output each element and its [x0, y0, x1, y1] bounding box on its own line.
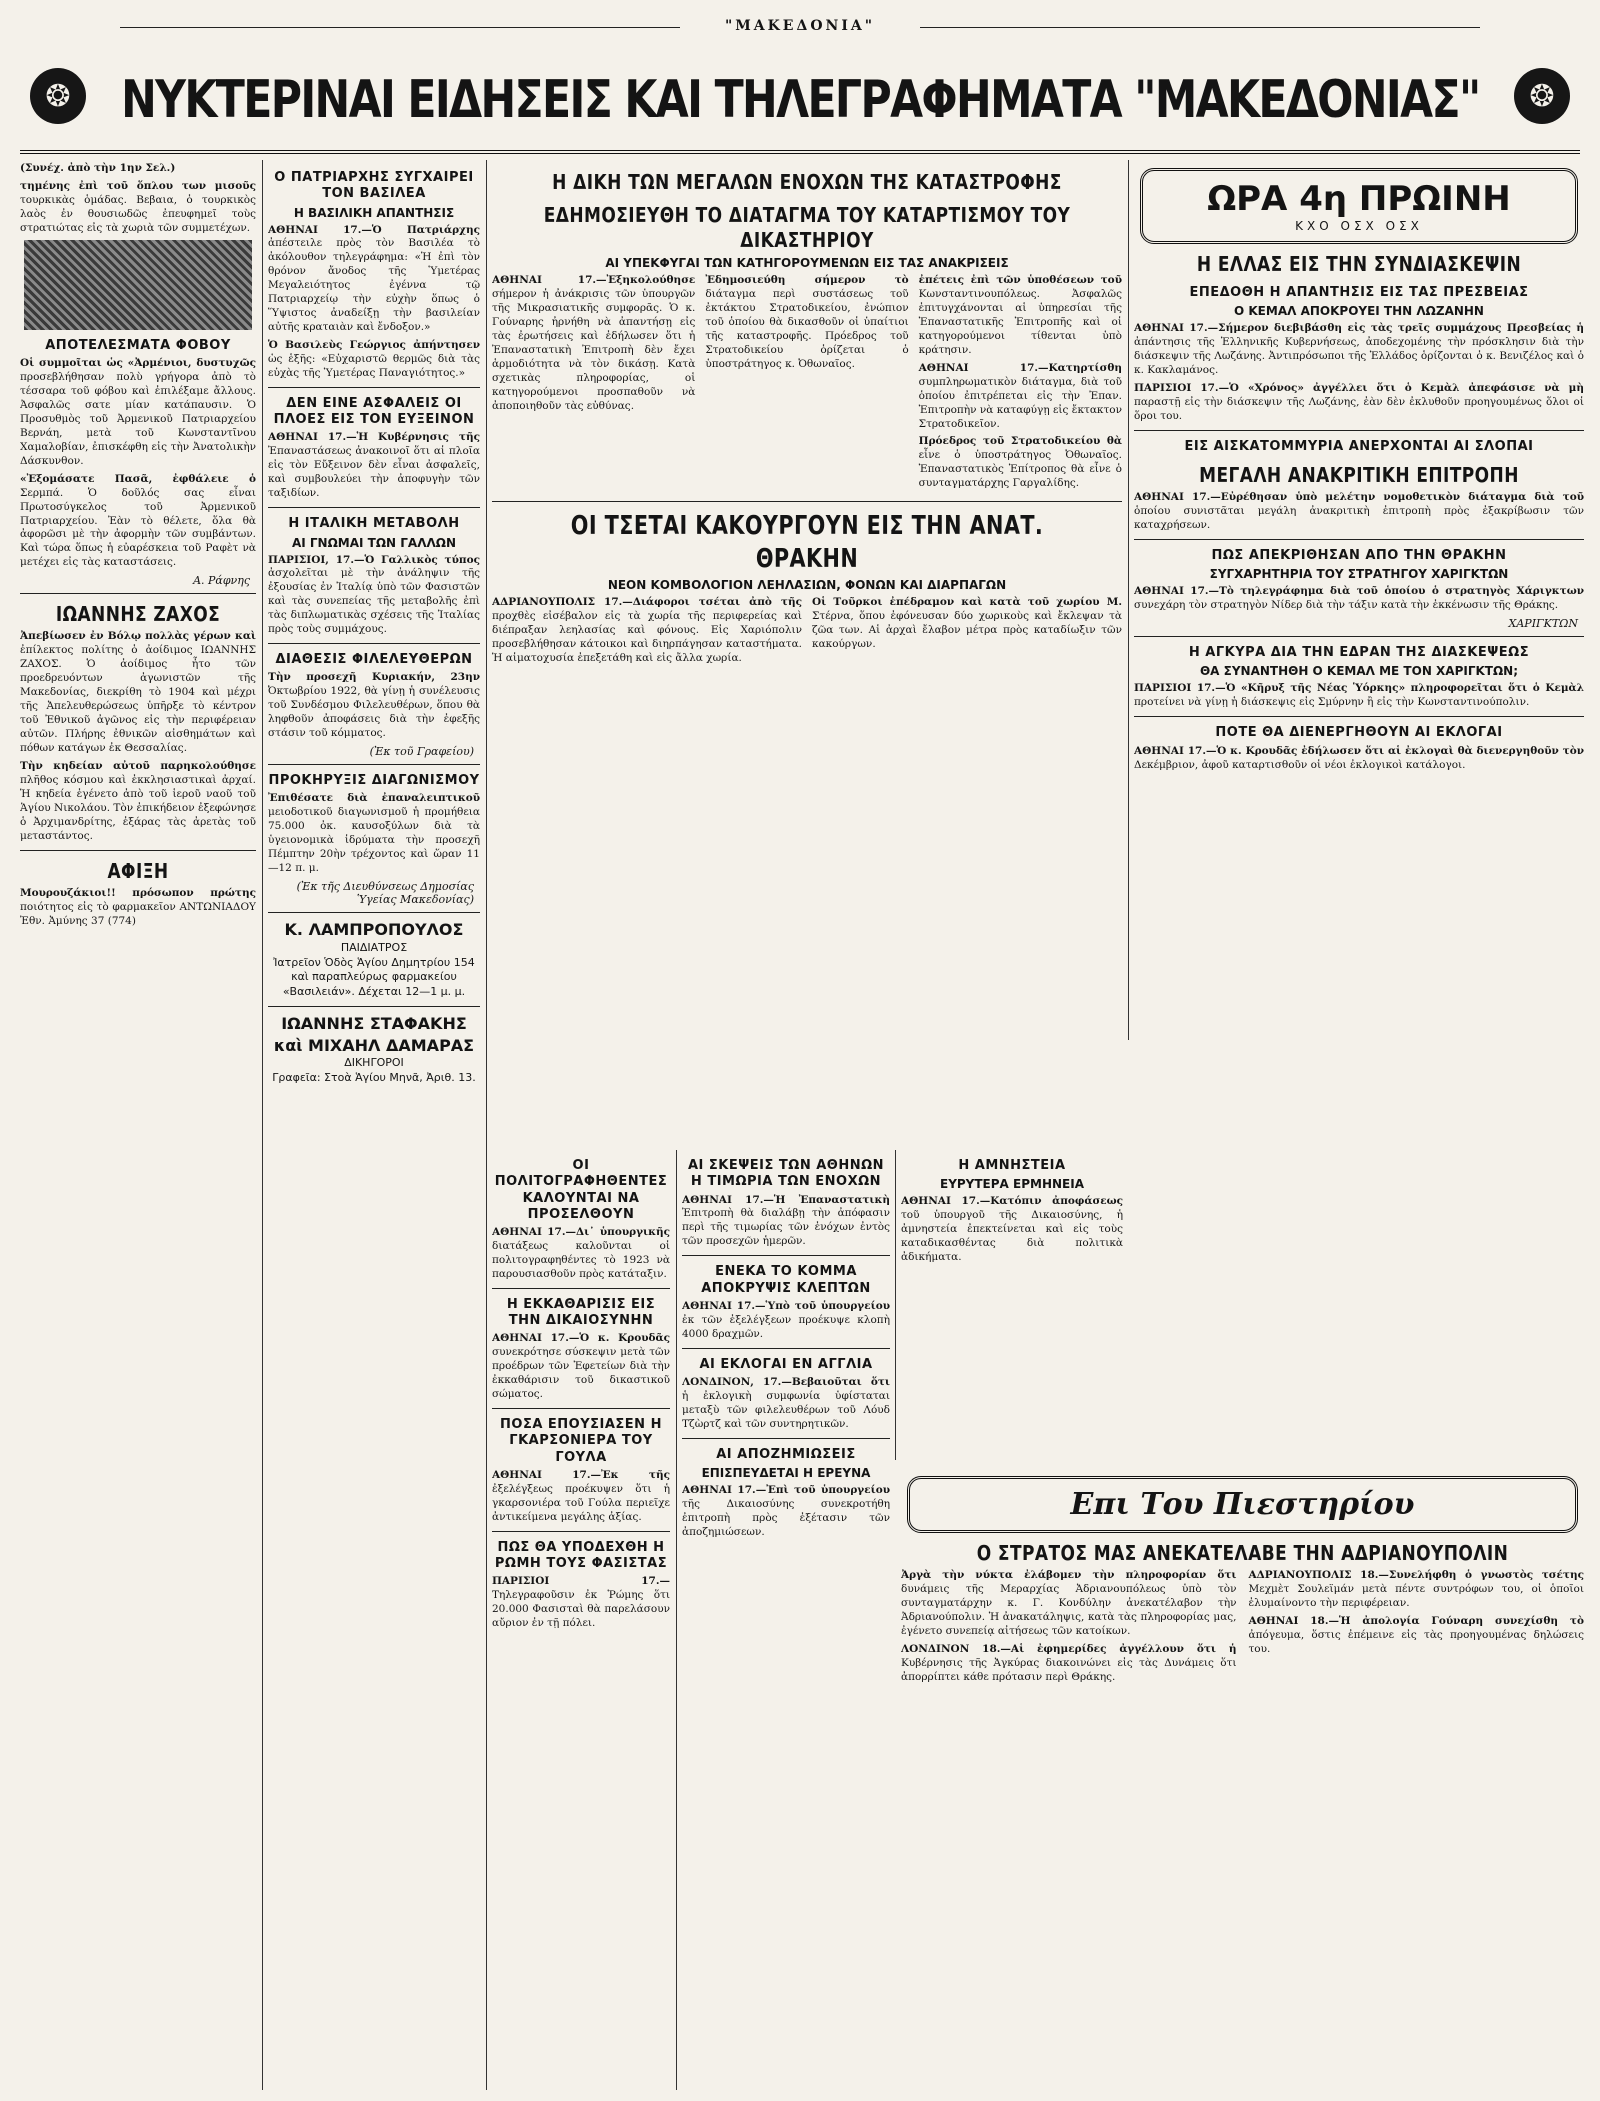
subheadline: ΑΙ ΥΠΕΚΦΥΓΑΙ ΤΩΝ ΚΑΤΗΓΟΡΟΥΜΕΝΩΝ ΕΙΣ ΤΑΣ ΑΝΑΚΡΙΣΕΙΣ [605, 256, 1009, 270]
article-text: ΑΘΗΝΑΙ 17.—Ὑπὸ τοῦ ὑπουργείου ἐκ τῶν ἐξελέγξεων προέκυψε κλοπὴ 4000 δραχμῶν. [682, 1299, 890, 1340]
article-text: Οἱ Τοῦρκοι ἐπέδραμον καὶ κατὰ τοῦ χωρίου Μ. Στέρνα, ὅπου ἐφόνευσαν δύο χωρικοὺς καὶ ἔκλεψαν τὰ ζῶα των. Αἱ ἀρχαὶ ἔλαβον μέτρα πρὸς καταδίωξιν τῶν κακούργων. [812, 596, 1122, 651]
divider [268, 507, 480, 508]
subheadline: ΕΥΡΥΤΕΡΑ ΕΡΜΗΝΕΙΑ [940, 1177, 1084, 1192]
subheadline: ΣΥΓΧΑΡΗΤΗΡΙΑ ΤΟΥ ΣΤΡΑΤΗΓΟΥ ΧΑΡΙΓΚΤΩΝ [1209, 567, 1509, 582]
article-text: τημένης ἐπὶ τοῦ ὅπλου των μισοῦς τουρκικὰς ὁμάδας. Βεβαια, ὁ τουρκικὸς λαὸς ἐν θουσιωδῶς ἐπευφημεῖ τοὺς στρατιώτας εἰς τὰ χωριὰ τῶν συμμετέχων. [20, 179, 256, 234]
divider [20, 593, 256, 594]
byline: (Ἐκ τοῦ Γραφείου) [369, 745, 474, 759]
article-text: Τὴν κηδείαν αὐτοῦ παρηκολούθησε πλῆθος κόσμου καὶ ἐκκλησιαστικαὶ ἀρχαί. Ἡ κηδεία ἐγένετο ἀπὸ τοῦ ἱεροῦ ναοῦ τοῦ Ἁγίου Νικολάου. Τὸν ἐπικήδειον ἐξεφώνησε ὁ Ἀρχιμανδρίτης, ἐξάρας τὰς ἀρετὰς τοῦ μεταστάντος. [20, 759, 256, 842]
late-edition-box [1140, 168, 1578, 244]
article-text: ΛΟΝΔΙΝΟΝ 18.—Αἱ ἐφημερίδες ἀγγέλλουν ὅτι ἡ Κυβέρνησις τῆς Ἀγκύρας διακοινώνει εἰς τὰς Δυνάμεις ὅτι ἀπορρίπτει κάθε πρότασιν περὶ Θράκης. [901, 1642, 1237, 1683]
headline-elections-when: ΠΟΤΕ ΘΑ ΔΙΕΝΕΡΓΗΘΟΥΝ ΑΙ ΕΚΛΟΓΑΙ [1215, 725, 1503, 741]
article-text: ΑΘΗΝΑΙ 17.—Ἡ Κυβέρνησις τῆς Ἐπαναστάσεως ἀνακοινοῖ ὅτι αἱ πλοῖα εἰς τὸν Εὔξεινον δὲν εἶναι ἀσφαλεῖς, καὶ συμβουλεύει τὴν ἀποφυγὴν τῶν ταξιδίων. [268, 431, 480, 500]
headline-tender: ΠΡΟΚΗΡΥΞΙΣ ΔΙΑΓΩΝΙΣΜΟΥ [268, 773, 480, 789]
divider [268, 764, 480, 765]
column-2 [268, 162, 480, 2087]
running-head: "ΜΑΚΕΔΟΝΙΑ" [0, 18, 1600, 34]
divider [268, 643, 480, 644]
late-edition-title: ΩΡΑ 4η ΠΡΩΙΝΗ [1207, 179, 1511, 219]
byline: ΧΑΡΙΓΚΤΩΝ [1508, 617, 1578, 631]
advert-text: Γραφεῖα: Στοὰ Ἁγίου Μηνᾶ, Ἀριθ. 13. [272, 1071, 476, 1085]
halftone-image [24, 240, 252, 330]
headline-justice: Η ΕΚΚΑΘΑΡΙΣΙΣ ΕΙΣ ΤΗΝ ΔΙΚΑΙΟΣΥΝΗΝ [506, 1296, 656, 1329]
headline-decree: ΕΔΗΜΟΣΙΕΥΘΗ ΤΟ ΔΙΑΤΑΓΜΑ ΤΟΥ ΚΑΤΑΡΤΙΣΜΟΥ ΤΟΥ ΔΙΚΑΣΤΗΡΙΟΥ [543, 203, 1071, 252]
article-text: ἐπέτεις ἐπὶ τῶν ὑποθέσεων τοῦ Κωνσταντινουπόλεως. Ἀσφαλῶς ἐπιτυγχάνονται αἱ ὑπηρεσίαι τῆς Ἐπαναστατικῆς Ἐπιτροπῆς καὶ οἱ κατηγορούμενοι τίθενται ὑπὸ κράτησιν. [918, 274, 1122, 356]
article-text: «Ἐξομάσατε Πασᾶ, ἐφθάλειε ὁ Σερμπά. Ὁ δοῦλός σας εἶναι Πρωτοσύγκελος τοῦ Ἀρμενικοῦ Πατριαρχείου. Ἐὰν τὸ θέλετε, ὅλα θὰ ἀφορῶσι μὲ τὴν ἀφορμὴν τῶν συμβάντων. Καὶ τώρα ὅπως ἡ εὐαρέσκεια τοῦ Ραφὲτ νὰ μετέχει εἰς τὰς καταστάσεις. [20, 472, 256, 569]
headline-compensation: ΑΙ ΑΠΟΖΗΜΙΩΣΕΙΣ [716, 1446, 856, 1462]
stop-press-title: Επι Του Πιεστηρίου [1070, 1487, 1415, 1522]
article-text: ΑΘΗΝΑΙ 17.—Κατηρτίσθη συμπληρωματικὸν διάταγμα, διὰ τοῦ ὁποίου ἐπιτρέπεται εἰς τὴν Ἐπαν. Ἐπιτροπὴν νὰ καταφύγῃ εἰς ἔκτακτον Στρατοδικεῖον. [918, 361, 1122, 430]
divider [1134, 636, 1584, 637]
column-rule [486, 160, 487, 2090]
article-text: Οἱ συμμοῖται ὡς «Ἀρμένιοι, δυστυχῶς προσεβλήθησαν πολὺ γρήγορα ἀπὸ τὸ τέσσαρα τοῦ φόβου καὶ ἐπιλέξαμε ἄλλους. Ἀσφαλῶς σατε μίαν κατάπαυσιν. Ὁ Προσυθμὸς τοῦ Ἀρμενικοῦ Πατριαρχείου Βερνάη, μετὰ τοῦ Κωνσταντῖνου Χαμαλοβίαν, ἐπισκέφθη εἰς τὴν Ἀνατολικὴν Δάσκυνθον. [20, 357, 256, 467]
divider [492, 1288, 670, 1289]
headline-embezzlement: ΕΙΣ ΑΙΣΚΑΤΟΜΜΥΡΙΑ ΑΝΕΡΧΟΝΤΑΙ ΑΙ ΣΛΟΠΑΙ [1184, 438, 1534, 454]
column-rule [895, 1150, 896, 1460]
headline-ankara: Η ΑΓΚΥΡΑ ΔΙΑ ΤΗΝ ΕΔΡΑΝ ΤΗΣ ΔΙΑΣΚΕΨΕΩΣ [1188, 645, 1530, 661]
ornament: ΚΧΟ ΟΣΧ ΟΣΧ [1295, 219, 1423, 233]
article-text: ΠΑΡΙΣΙΟΙ 17.—Ὁ «Χρόνος» ἀγγέλλει ὅτι ὁ Κεμὰλ ἀπεφάσισε νὰ μὴ παραστῇ εἰς τὴν διάσκεψιν τῆς Λωζάνης, ἐὰν δὲν ἐκλυθοῦν προηγουμένως ὅλοι οἱ ὅροι του. [1134, 382, 1584, 422]
headline-fascists: ΠΩΣ ΘΑ ΥΠΟΔΕΧΘΗ Η ΡΩΜΗ ΤΟΥΣ ΦΑΣΙΣΤΑΣ [494, 1539, 668, 1571]
article-text: ΑΘΗΝΑΙ 17.—Ὁ Πατριάρχης ἀπέστειλε πρὸς τὸν Βασιλέα τὸ ἀκόλουθον τηλεγράφημα: «Ἡ ἐπὶ τὸν θρόνον ἄνοδος τῆς Ὑμετέρας Μεγαλειότητος ἐγέννα τῷ Πατριαρχείῳ τὴν εὐχὴν ὅπως ὁ Ὕψιστος ἀναδείξῃ τὴν βασιλείαν αὐτῆς κραταιὰν καὶ ἔνδοξον.» [268, 223, 480, 334]
divider [1134, 430, 1584, 431]
byline: (Ἐκ τῆς Διευθύνσεως Δημοσίας Ὑγείας Μακεδονίας) [296, 880, 474, 907]
article-text: Ἐδημοσιεύθη σήμερον τὸ διάταγμα περὶ συστάσεως τοῦ ἐκτάκτου Στρατοδικείου, ἐνώπιον τοῦ ὁποίου θὰ δικασθοῦν οἱ ὑπαίτιοι τῆς καταστροφῆς. Πρόεδρος τοῦ Στρατοδικείου ὁρίζεται ὁ ὑποστράτηγος κ. Ὀθωναῖος. [705, 274, 909, 370]
article-text: Ἀργὰ τὴν νύκτα ἐλάβομεν τὴν πληροφορίαν ὅτι δυνάμεις τῆς Μεραρχίας Ἀδριανουπόλεως ὑπὸ τὸν συνταγματάρχην κ. Γ. Κονδύλην ἀνεκατέλαβον τὴν Ἀδριανούπολιν. Ἡ ἀνακατάληψις, κατὰ τὰς πληροφορίας μας, ἐγένετο συνεπείᾳ αἰτήσεως τῶν κατοίκων. [901, 1569, 1237, 1637]
column-rule [262, 160, 263, 2090]
article-text: ΠΑΡΙΣΙΟΙ, 17.—Ὁ Γαλλικὸς τύπος ἀσχολεῖται μὲ τὴν ἀνάληψιν τῆς ἐξουσίας ἐν Ἰταλίᾳ ὑπὸ τῶν Φασιστῶν καὶ τὰς συνεπείας τῆς μεταβολῆς ἐπὶ τὰς διπλωματικὰς σχέσεις τῆς Ἰταλίας πρὸς τοὺς συμμάχους. [268, 553, 480, 636]
column-rule [676, 1150, 677, 2090]
divider [492, 1408, 670, 1409]
advert-name: Κ. ΛΑΜΠΡΟΠΟΥΛΟΣ [284, 920, 464, 940]
headline-fear: ΑΠΟΤΕΛΕΣΜΑΤΑ ΦΟΒΟΥ [45, 337, 231, 353]
divider [682, 1438, 890, 1439]
masthead-title: ΝΥΚΤΕΡΙΝΑΙ ΕΙΔΗΣΕΙΣ ΚΑΙ ΤΗΛΕΓΡΑΦΗΜΑΤΑ "ΜΑΚΕΔΟΝΙΑΣ" [120, 70, 1480, 130]
headline-embassies: ΕΠΕΔΟΘΗ Η ΑΠΑΝΤΗΣΙΣ ΕΙΣ ΤΑΣ ΠΡΕΣΒΕΙΑΣ [1189, 285, 1529, 300]
advert-lawyers [268, 1013, 480, 1086]
article-text: ΑΘΗΝΑΙ 17.—Ἐπὶ τοῦ ὑπουργείου τῆς Δικαιοσύνης συνεκροτήθη ἐπιτροπὴ πρὸς ἐξέτασιν τῶν ἀποζημιώσεων. [682, 1483, 890, 1538]
headline-naturalized: ΟΙ ΠΟΛΙΤΟΓΡΑΦΗΘΕΝΤΕΣ ΚΑΛΟΥΝΤΑΙ ΝΑ ΠΡΟΣΕΛΘΟΥΝ [494, 1158, 668, 1222]
advert-text: Μουρουζάκιοι!! πρόσωπον πρώτης ποιότητος εἰς τὸ φαρμακεῖον ΑΝΤΩΝΙΑΔΟΥ Ἐθν. Ἀμύνης 37 (774) [20, 886, 256, 927]
divider [492, 1531, 670, 1532]
emblem-left-icon: ❂ [30, 68, 86, 124]
article-text: ΑΔΡΙΑΝΟΥΠΟΛΙΣ 18.—Συνελήφθη ὁ γνωστὸς τσέτης Μεχμὲτ Σουλεϊμάν μετὰ πέντε συντρόφων του, οἱ ὁποῖοι ἐλυμαίνοντο τὴν περιφέρειαν. [1248, 1569, 1584, 1609]
advert-role: ΠΑΙΔΙΑΤΡΟΣ [340, 940, 408, 954]
divider [268, 387, 480, 388]
divider [1134, 716, 1584, 717]
article-text: ΑΘΗΝΑΙ 17.—Κατόπιν ἀποφάσεως τοῦ ὑπουργοῦ τῆς Δικαιοσύνης, ἡ ἀμνηστεία ἐπεκτείνεται καὶ εἰς τοὺς καταδικασθέντας διὰ πολιτικὰ ἀδικήματα. [901, 1195, 1123, 1264]
headline-euxine: ΔΕΝ ΕΙΝΕ ΑΣΦΑΛΕΙΣ ΟΙ ΠΛΟΕΣ ΕΙΣ ΤΟΝ ΕΥΞΕΙΝΟΝ [273, 395, 475, 428]
column-rule [1128, 160, 1129, 1040]
emblem-right-icon: ❂ [1514, 68, 1570, 124]
column-1 [20, 162, 256, 2087]
divider [492, 501, 1122, 502]
article-text: ΑΘΗΝΑΙ 17.—Εὐρέθησαν ὑπὸ μελέτην νομοθετικὸν διάταγμα διὰ τοῦ ὁποίου συνιστᾶται μεγάλη ἀνακριτικὴ ἐπιτροπὴ πρὸς ἐξακρίβωσιν τῶν καταχρήσεων. [1134, 491, 1584, 532]
headline-punishment: ΑΙ ΣΚΕΨΕΙΣ ΤΩΝ ΑΘΗΝΩΝ Η ΤΙΜΩΡΙΑ ΤΩΝ ΕΝΟΧΩΝ [687, 1158, 885, 1190]
headline-england-elections: ΑΙ ΕΚΛΟΓΑΙ ΕΝ ΑΓΓΛΙΑ [699, 1356, 873, 1372]
article-text: ΑΘΗΝΑΙ 17.—Ὁ κ. Κρουδᾶς ἐδήλωσεν ὅτι αἱ ἐκλογαὶ θὰ διενεργηθοῦν τὸν Δεκέμβριον, ἀφοῦ καταρτισθοῦν οἱ νέοι ἐκλογικοὶ κατάλογοι. [1134, 744, 1584, 771]
subheadline: ΕΠΙΣΠΕΥΔΕΤΑΙ Η ΕΡΕΥΝΑ [701, 1465, 871, 1480]
subheadline: ΑΙ ΓΝΩΜΑΙ ΤΩΝ ΓΑΛΛΩΝ [291, 535, 457, 550]
headline-liberals: ΔΙΑΘΕΣΙΣ ΦΙΛΕΛΕΥΘΕΡΩΝ [275, 652, 473, 668]
stop-press-box [907, 1476, 1578, 1533]
article-text: Πρόεδρος τοῦ Στρατοδικείου θὰ εἶνε ὁ ὑποστράτηγος Ὀθωναῖος. Ἐπαναστατικὸς Ἐπίτροπος θὰ εἶνε ὁ συνταγματάρχης Γαργαλίδης. [918, 435, 1122, 490]
headline-italian-change: Η ΙΤΑΛΙΚΗ ΜΕΤΑΒΟΛΗ [288, 516, 460, 532]
article-text: ΑΘΗΝΑΙ 17.—Ἡ Ἐπαναστατικὴ Ἐπιτροπὴ θὰ διαλάβῃ τὴν ἀπόφασιν περὶ τῆς τιμωρίας τῶν ἐνόχων ἐντὸς τῶν προσεχῶν ἡμερῶν. [682, 1193, 890, 1248]
column-5 [901, 1150, 1123, 1460]
article-text: ΑΘΗΝΑΙ 17.—Δι᾽ ὑπουργικῆς διατάξεως καλοῦνται οἱ πολιτογραφηθέντες τὸ 1923 νὰ παρουσιασθοῦν πρὸς κατάταξιν. [492, 1226, 670, 1280]
headline-thrace-reply: ΠΩΣ ΑΠΕΚΡΙΘΗΣΑΝ ΑΠΟ ΤΗΝ ΘΡΑΚΗΝ [1211, 548, 1507, 564]
headline-inquiry: ΜΕΓΑΛΗ ΑΝΑΚΡΙΤΙΚΗ ΕΠΙΤΡΟΠΗ [1199, 463, 1519, 488]
subheadline: ΘΑ ΣΥΝΑΝΤΗΘΗ Ο ΚΕΜΑΛ ΜΕ ΤΟΝ ΧΑΡΙΓΚΤΩΝ; [1199, 664, 1519, 679]
stop-press [901, 1470, 1584, 2087]
headline-adrianople: Ο ΣΤΡΑΤΟΣ ΜΑΣ ΑΝΕΚΑΤΕΛΑΒΕ ΤΗΝ ΑΔΡΙΑΝΟΥΠΟΛΙΝ [976, 1541, 1509, 1565]
article-text: ΛΟΝΔΙΝΟΝ, 17.—Βεβαιοῦται ὅτι ἡ ἐκλογικὴ συμφωνία ὑφίσταται μεταξὺ τῶν φιλελευθέρων τοῦ Λόυδ Τζὼρτζ καὶ τῶν συντηρητικῶν. [682, 1375, 890, 1430]
masthead [20, 50, 1580, 154]
article-text: ΑΘΗΝΑΙ 17.—Τὸ τηλεγράφημα διὰ τοῦ ὁποίου ὁ στρατηγὸς Χάριγκτων συνεχάρη τὸν στρατηγὸν Νίδερ διὰ τὴν τάξιν κατὰ τὴν ἐκκένωσιν τῆς Θράκης. [1134, 585, 1584, 612]
divider [268, 1006, 480, 1007]
article-text: ΠΑΡΙΣΙΟΙ 17.—Τηλεγραφοῦσιν ἐκ Ῥώμης ὅτι 20.000 Φασισταὶ θὰ παρελάσουν αὔριον ἐν τῇ πόλει. [492, 1575, 670, 1629]
column-6 [1134, 162, 1584, 1042]
advert-pediatrician [268, 919, 480, 1000]
advert-role: ΔΙΚΗΓΟΡΟΙ [344, 1056, 404, 1070]
byline: Α. Ράφνης [193, 574, 250, 588]
headline-patriarch: Ο ΠΑΤΡΙΑΡΧΗΣ ΣΥΓΧΑΙΡΕΙ ΤΟΝ ΒΑΣΙΛΕΑ [274, 170, 474, 202]
article-text: Ἐπιθέσατε διὰ ἐπαναλειπτικοῦ μειοδοτικοῦ διαγωνισμοῦ ἡ προμήθεια 75.000 ὀκ. καυσοξύλων διὰ τὰ ὑγειονομικὰ ἱδρύματα τὴν προσεχῆ Πέμπτην 20ὴν τρέχοντος καὶ ὥραν 11—12 π. μ. [268, 792, 480, 875]
headline-thieves: ΕΝΕΚΑ ΤΟ ΚΟΜΜΑ ΑΠΟΚΡΥΨΙΣ ΚΛΕΠΤΩΝ [701, 1264, 871, 1296]
divider [682, 1255, 890, 1256]
headline-conference: Η ΕΛΛΑΣ ΕΙΣ ΤΗΝ ΣΥΝΔΙΑΣΚΕΨΙΝ [1196, 252, 1522, 276]
headline-garconniere: ΠΟΣΑ ΕΠΟΥΣΙΑΣΕΝ Η ΓΚΑΡΣΟΝΙΕΡΑ ΤΟΥ ΓΟΥΛΑ [500, 1417, 662, 1465]
column-4 [682, 1150, 890, 2087]
headline-trial: Η ΔΙΚΗ ΤΩΝ ΜΕΓΑΛΩΝ ΕΝΟΧΩΝ ΤΗΣ ΚΑΤΑΣΤΡΟΦΗΣ [552, 170, 1062, 194]
headline-arrival: ΑΦΙΞΗ [107, 858, 169, 883]
article-text: ΠΑΡΙΣΙΟΙ 17.—Ὁ «Κῆρυξ τῆς Νέας Ὑόρκης» πληροφορεῖται ὅτι ὁ Κεμὰλ προτείνει νὰ γίνῃ ἡ διάσκεψις εἰς Σμύρνην ἢ εἰς τὴν Κωνσταντινούπολιν. [1134, 682, 1584, 709]
article-text: ΑΔΡΙΑΝΟΥΠΟΛΙΣ 17.—Διάφοροι τσέται ἀπὸ τῆς προχθὲς εἰσέβαλον εἰς τὰ χωρία τῆς περιφερείας καὶ διέπραξαν λεηλασίας καὶ φόνους. Εἰς Χαριόπολιν προσεβλήθησαν κάτοικοι καὶ διηρπάγησαν καταστήματα. Ἡ αἱματοχυσία ἐπεξετάθη καὶ εἰς ἄλλα χωρία. [492, 596, 802, 665]
divider [20, 850, 256, 851]
subheadline: Η ΒΑΣΙΛΙΚΗ ΑΠΑΝΤΗΣΙΣ [293, 205, 455, 220]
divider [268, 912, 480, 913]
article-text: ΑΘΗΝΑΙ 17.—Σήμερον διεβιβάσθη εἰς τὰς τρεῖς συμμάχους Πρεσβείας ἡ ἀπάντησις τῆς Ἑλληνικῆς Κυβερνήσεως, ἀποδεχομένης τὴν πρόσκλησιν διὰ τὴν διάσκεψιν τῆς Λωζάνης. Ἀντιπρόσωποι τῆς Ἑλλάδος ὁρίζονται ὁ κ. Βενιζέλος καὶ ὁ κ. Κακλαμάνος. [1134, 322, 1584, 377]
article-text: ΑΘΗΝΑΙ 17.—Ἐκ τῆς ἐξελέγξεως προέκυψεν ὅτι ἡ γκαρσονιέρα τοῦ Γούλα περιεῖχε ἀντικείμενα μεγάλης ἀξίας. [492, 1468, 670, 1523]
article-text: ΑΘΗΝΑΙ 17.—Ὁ κ. Κρουδᾶς συνεκρότησε σύσκεψιν μετὰ τῶν προέδρων τῶν Ἐφετείων διὰ τὴν ἐκκαθάρισιν τοῦ δικαστικοῦ σώματος. [492, 1332, 670, 1401]
article-text: Τὴν προσεχῆ Κυριακήν, 23ην Ὀκτωβρίου 1922, θὰ γίνῃ ἡ συνέλευσις τοῦ Συνδέσμου Φιλελευθέρων, ὅπου θὰ ληφθοῦν ἀποφάσεις διὰ τὴν ἐφεξῆς στάσιν τοῦ κόμματος. [268, 671, 480, 740]
continued-note: (Συνέχ. ἀπὸ τὴν 1ην Σελ.) [20, 162, 176, 174]
column-3 [492, 1150, 670, 2087]
subheadline: ΝΕΟΝ ΚΟΜΒΟΛΟΓΙΟΝ ΛΕΗΛΑΣΙΩΝ, ΦΟΝΩΝ ΚΑΙ ΔΙΑΡΠΑΓΩΝ [607, 578, 1007, 593]
advert-text: Ἰατρεῖον Ὁδὸς Ἁγίου Δημητρίου 154 καὶ παραπλεύρως φαρμακείου «Βασιλειάν». Δέχεται 12—1 μ. μ. [273, 955, 475, 999]
headline-amnesty: Η ΑΜΝΗΣΤΕΙΑ [958, 1158, 1066, 1173]
subheadline: Ο ΚΕΜΑΛ ΑΠΟΚΡΟΥΕΙ ΤΗΝ ΛΩΖΑΝΗΝ [1234, 304, 1484, 319]
article-text: ΑΘΗΝΑΙ 17.—Ἐξηκολούθησε σήμερον ἡ ἀνάκρισις τῶν ὑπουργῶν τῆς Μικρασιατικῆς συμφορᾶς. Ὁ κ. Γούναρης ἠρνήθη νὰ ἀπαντήσῃ εἰς τὰς ἐρωτήσεις καὶ ἐδήλωσεν ὅτι ἡ Ἐπαναστατικὴ Ἐπιτροπὴ δὲν ἔχει ἁρμοδιότητα νὰ τὸν δικάσῃ. Κατὰ σχετικὰς πληροφορίας, οἱ κατηγορούμενοι προσπαθοῦν νὰ ἀποποιηθοῦν τὰς εὐθύνας. [492, 274, 696, 412]
column-center [492, 162, 1122, 1142]
article-text: Ὁ Βασιλεὺς Γεώργιος ἀπήντησεν ὡς ἑξῆς: «Εὐχαριστῶ θερμῶς διὰ τὰς εὐχὰς τῆς Ὑμετέρας Παναγιότητος.» [268, 339, 480, 380]
advert-name: ΙΩΑΝΝΗΣ ΣΤΑΦΑΚΗΣ καὶ ΜΙΧΑΗΛ ΔΑΜΑΡΑΣ [273, 1014, 475, 1055]
divider [1134, 539, 1584, 540]
article-text: Ἀπεβίωσεν ἐν Βόλῳ πολλὰς γέρων καὶ ἐπίλεκτος πολίτης ὁ ἀοίδιμος ΙΩΑΝΝΗΣ ΖΑΧΟΣ. Ὁ ἀοίδιμος ἦτο τῶν προεδρευόντων ἀγωνιστῶν τῆς Μακεδονίας, διεκρίθη τὸ 1904 καὶ μέχρι τῆς Ἀπελευθερώσεως ὑπῆρξε τὸ κέντρον τοῦ Ἐθνικοῦ ἀγῶνος εἰς τὴν περιφέρειαν αὐτῶν. Πλήρης ἐθνικῶν αἰσθημάτων καὶ πόθων κατάγων ἐκ Θεσσαλίας. [20, 630, 256, 754]
divider [682, 1348, 890, 1349]
headline-zachos: ΙΩΑΝΝΗΣ ΖΑΧΟΣ [55, 602, 221, 627]
headline-tsetes: ΟΙ ΤΣΕΤΑΙ ΚΑΚΟΥΡΓΟΥΝ ΕΙΣ ΤΗΝ ΑΝΑΤ. ΘΡΑΚΗΝ [570, 511, 1044, 574]
article-text: ΑΘΗΝΑΙ 18.—Ἡ ἀπολογία Γούναρη συνεχίσθη τὸ ἀπόγευμα, ὅστις ἐπέμεινε εἰς τὰς προηγουμένας δηλώσεις του. [1248, 1614, 1584, 1655]
